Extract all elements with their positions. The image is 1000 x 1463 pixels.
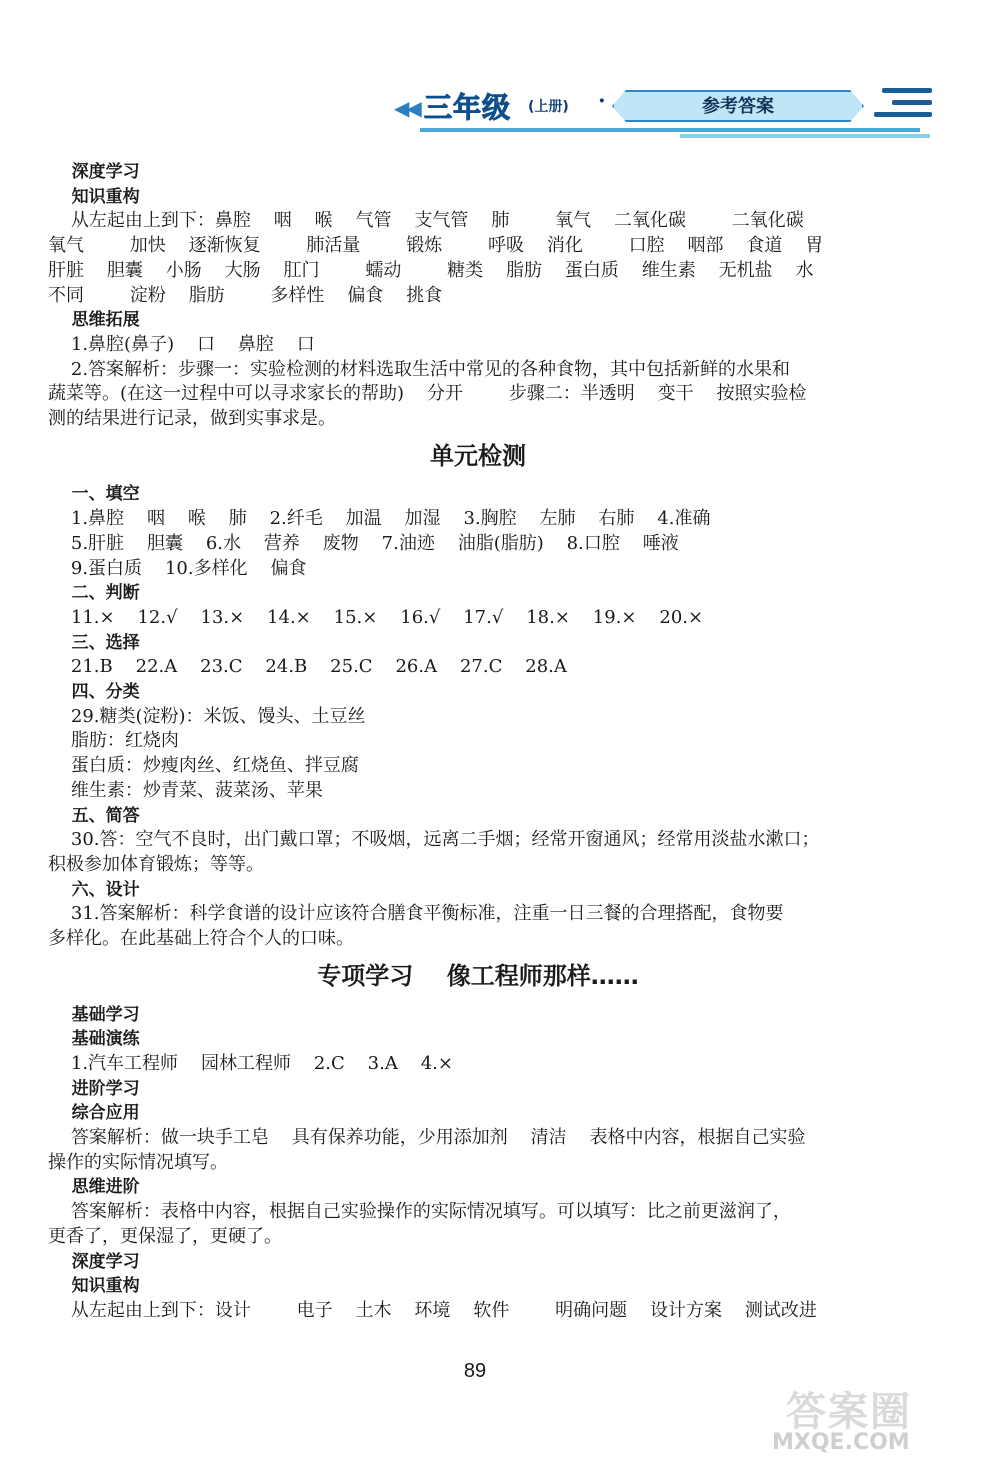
page-number: 89 — [463, 1360, 487, 1382]
header-separator: · — [598, 88, 606, 114]
answer-line: 1.鼻腔(鼻子) 口 鼻腔 口 — [48, 333, 315, 355]
section-heading: 综合应用 — [48, 1103, 140, 1124]
section-heading: 三、选择 — [48, 632, 140, 653]
header-stripe — [420, 128, 920, 132]
section-heading: 基础学习 — [48, 1004, 140, 1025]
answer-line: 积极参加体育锻炼；等等。 — [48, 853, 264, 875]
answer-line: 氧气 加快 逐渐恢复 肺活量 锻炼 呼吸 消化 口腔 咽部 食道 胃 — [48, 235, 824, 257]
answer-line: 9.蛋白质 10.多样化 偏食 — [48, 557, 307, 579]
page-header — [380, 78, 940, 138]
section-title: 专项学习 像工程师那样…… — [317, 961, 639, 990]
section-heading: 思维拓展 — [48, 310, 140, 331]
watermark — [766, 1380, 976, 1460]
answer-content — [48, 160, 908, 1324]
watermark-url: MXQE.COM — [772, 1430, 910, 1455]
section-heading: 进阶学习 — [48, 1078, 140, 1099]
answer-line: 29.糖类(淀粉)：米饭、馒头、土豆丝 — [48, 705, 366, 727]
answer-line: 不同 淀粉 脂肪 多样性 偏食 挑食 — [48, 284, 443, 306]
section-heading: 五、简答 — [48, 805, 140, 826]
answer-line: 2.答案解析：步骤一：实验检测的材料选取生活中常见的各种食物，其中包括新鲜的水果和 — [48, 358, 791, 380]
answer-line: 31.答案解析：科学食谱的设计应该符合膳食平衡标准，注重一日三餐的合理搭配，食物要 — [48, 903, 784, 925]
answer-line: 测的结果进行记录，做到实事求是。 — [48, 408, 336, 430]
answer-line: 从左起由上到下：鼻腔 咽 喉 气管 支气管 肺 氧气 二氧化碳 二氧化碳 — [48, 210, 804, 232]
answer-line: 答案解析：表格中内容，根据自己实验操作的实际情况填写。可以填写：比之前更滋润了， — [48, 1201, 791, 1223]
watermark-logo: 答案圈 — [786, 1389, 912, 1435]
double-arrow-left-icon: ◀◀ — [394, 96, 419, 120]
answer-line: 蔬菜等。(在这一过程中可以寻求家长的帮助) 分开 步骤二：半透明 变干 按照实验检 — [48, 383, 807, 405]
section-heading: 四、分类 — [48, 682, 140, 703]
section-heading: 深度学习 — [48, 1251, 140, 1272]
answer-line: 从左起由上到下：设计 电子 土木 环境 软件 明确问题 设计方案 测试改进 — [48, 1299, 817, 1321]
answer-line: 30.答：空气不良时，出门戴口罩；不吸烟，远离二手烟；经常开窗通风；经常用淡盐水漱口； — [48, 829, 820, 851]
answer-line: 蛋白质：炒瘦肉丝、红烧鱼、拌豆腐 — [48, 755, 359, 777]
answer-banner-label: 参考答案 — [702, 96, 774, 117]
answer-line: 1.汽车工程师 园林工程师 2.C 3.A 4.× — [48, 1052, 453, 1074]
section-heading: 知识重构 — [48, 1276, 140, 1297]
section-heading: 基础演练 — [48, 1029, 140, 1050]
section-heading: 思维进阶 — [48, 1177, 140, 1198]
answer-line: 1.鼻腔 咽 喉 肺 2.纤毛 加温 加湿 3.胸腔 左肺 右肺 4.准确 — [48, 508, 711, 530]
answer-line: 脂肪：红烧肉 — [48, 730, 179, 752]
answer-line: 11.× 12.√ 13.× 14.× 15.× 16.√ 17.√ 18.× 19.× 20.× — [48, 606, 704, 628]
answer-line: 肝脏 胆囊 小肠 大肠 肛门 蠕动 糖类 脂肪 蛋白质 维生素 无机盐 水 — [48, 259, 814, 281]
section-heading: 六、设计 — [48, 879, 140, 900]
section-heading: 一、填空 — [48, 484, 140, 505]
answer-line: 更香了，更保湿了，更硬了。 — [48, 1225, 282, 1247]
answer-line: 多样化。在此基础上符合个人的口味。 — [48, 928, 354, 950]
answer-line: 维生素：炒青菜、菠菜汤、苹果 — [48, 779, 323, 801]
answer-line: 答案解析：做一块手工皂 具有保养功能，少用添加剂 清洁 表格中内容，根据自己实验 — [48, 1127, 806, 1149]
section-title: 单元检测 — [430, 441, 526, 470]
term-label: (上册) — [528, 99, 569, 115]
section-heading: 知识重构 — [48, 186, 140, 207]
section-heading: 二、判断 — [48, 583, 140, 604]
section-heading: 深度学习 — [48, 162, 140, 182]
header-stripe-light — [680, 134, 930, 138]
answer-line: 21.B 22.A 23.C 24.B 25.C 26.A 27.C 28.A — [48, 656, 567, 678]
grade-label: 三年级 — [424, 91, 512, 124]
answer-line: 操作的实际情况填写。 — [48, 1151, 228, 1173]
answer-line: 5.肝脏 胆囊 6.水 营养 废物 7.油迹 油脂(脂肪) 8.口腔 唾液 — [48, 532, 679, 554]
